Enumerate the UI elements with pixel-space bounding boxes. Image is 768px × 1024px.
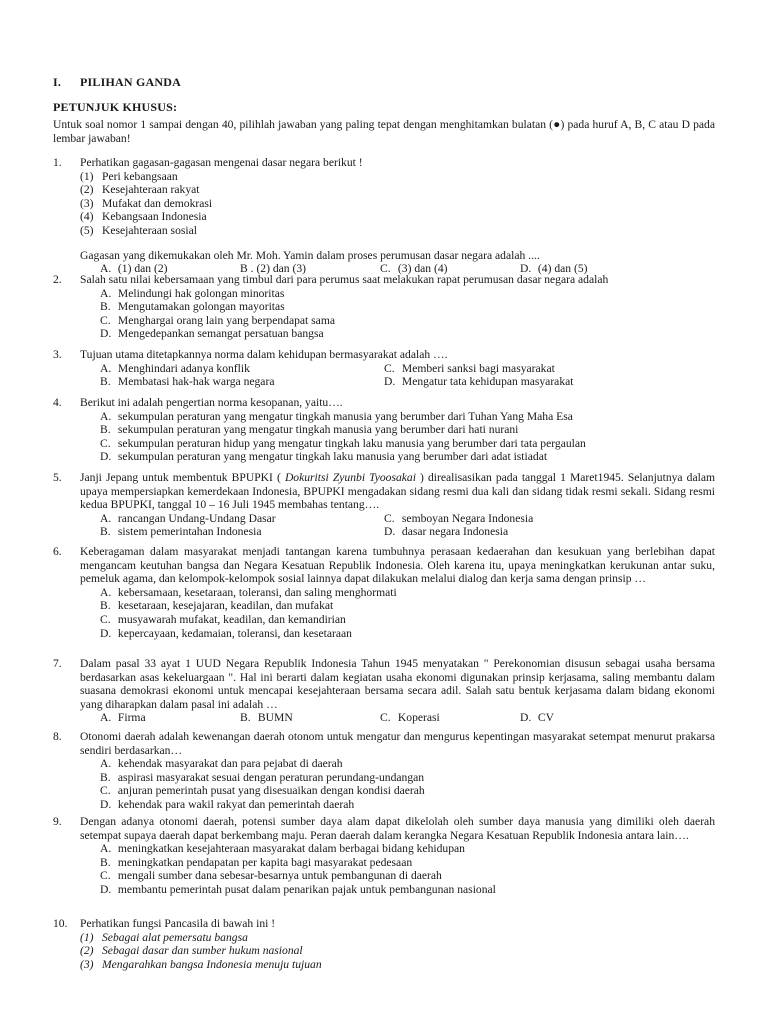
question-stem: Dengan adanya otonomi daerah, potensi sumber daya alam dapat dikelolah oleh sumber daya manusia yang dimiliki oleh daerah setempat supaya daerah dapat berkembang maju. Peran daerah dalam kerangka Negara Kesatuan Republik Indonesia antara lain…. <box>80 815 715 842</box>
option-c: C. Menghargai orang lain yang berpendapat sama <box>100 313 335 327</box>
option-a: A. rancangan Undang-Undang Dasar <box>100 511 276 525</box>
option-b: B. kesetaraan, kesejajaran, keadilan, dan mufakat <box>100 599 334 613</box>
question-2 <box>53 273 715 341</box>
statement-item: (1) Sebagai alat pemersatu bangsa <box>80 930 248 944</box>
question-number: 8. <box>53 730 62 743</box>
option-b: B. Mengutamakan golongan mayoritas <box>100 300 285 314</box>
question-number: 4. <box>53 396 62 409</box>
option-a: A. (1) dan (2) <box>100 262 168 276</box>
statement-item: (2) Sebagai dasar dan sumber hukum nasional <box>80 944 303 958</box>
option-d: D. Mengedepankan semangat persatuan bangsa <box>100 327 324 341</box>
option-d: D. CV <box>520 711 555 725</box>
question-number: 6. <box>53 545 62 558</box>
option-c: C. Koperasi <box>380 711 440 725</box>
question-number: 5. <box>53 471 62 484</box>
question-8 <box>53 730 715 812</box>
question-7 <box>53 657 715 725</box>
option-a: A. kehendak masyarakat dan para pejabat di daerah <box>100 757 343 771</box>
option-a: A. kebersamaan, kesetaraan, toleransi, dan saling menghormati <box>100 585 397 599</box>
option-a: A. meningkatkan kesejahteraan masyarakat dalam berbagai bidang kehidupan <box>100 842 465 856</box>
option-c: C. semboyan Negara Indonesia <box>384 511 534 525</box>
question-10 <box>53 917 715 971</box>
option-a: A. Firma <box>100 711 146 725</box>
option-d: D. kehendak para wakil rakyat dan pemerintah daerah <box>100 797 355 811</box>
option-b: B. BUMN <box>240 711 293 725</box>
answer-options <box>100 362 715 389</box>
question-number: 10. <box>53 917 68 930</box>
instruction-title: PETUNJUK KHUSUS: <box>53 100 178 114</box>
option-c: C. musyawarah mufakat, keadilan, dan kemandirian <box>100 612 346 626</box>
question-stem: Dalam pasal 33 ayat 1 UUD Negara Republik Indonesia Tahun 1945 menyatakan " Perekonomian disusun sebagai usaha bersama berdasarkan asas kekeluargaan ". Hal ini berarti dalam kegiatan usaha ekonomi digunakan prinsip kerjasama, saling membantu dalam suasana demokrasi ekonomi untuk mencapai kesejahteraan bersama secara adil. Salah satu bentuk kerjasama dalam bidang ekonomi yang diharapkan dalam pasal ini adalah … <box>80 657 715 711</box>
option-b: B. sekumpulan peraturan yang mengatur tingkah manusia yang berumber dari hati nurani <box>100 423 519 437</box>
statement-item: (2) Kesejahteraan rakyat <box>80 183 200 197</box>
answer-options <box>100 757 715 811</box>
option-a: A. Menghindari adanya konflik <box>100 361 250 375</box>
option-d: D. sekumpulan peraturan yang mengatur tingkah laku manusia yang berumber dari adat istiadat <box>100 450 548 464</box>
option-a: A. sekumpulan peraturan yang mengatur tingkah manusia yang berumber dari Tuhan Yang Maha Esa <box>100 409 573 423</box>
question-stem: Berikut ini adalah pengertian norma kesopanan, yaitu…. <box>80 396 343 409</box>
option-d: D. kepercayaan, kedamaian, toleransi, dan kesetaraan <box>100 626 352 640</box>
instruction-text: Untuk soal nomor 1 sampai dengan 40, pilihlah jawaban yang paling tepat dengan menghitamkan bulatan (●) pada huruf A, B, C atau D pada lembar jawaban! <box>53 118 715 145</box>
question-4 <box>53 396 715 464</box>
section-title: PILIHAN GANDA <box>80 75 181 89</box>
question-stem: Janji Jepang untuk membentuk BPUPKI ( Dokuritsi Zyunbi Tyoosakai ) direalisasikan pada tanggal 1 Maret1945. Selanjutnya dalam upaya mempersiapkan kemerdekaan Indonesia, BPUPKI mengadakan sidang resmi dua kali dan sidang tidak resmi sekali. Sidang resmi kedua BPUPKI, tanggal 10 – 16 Juli 1945 membahas tentang…. <box>80 471 715 512</box>
option-b: B . (2) dan (3) <box>240 262 307 276</box>
statement-item: (4) Kebangsaan Indonesia <box>80 210 207 224</box>
question-1 <box>53 156 715 276</box>
option-c: C. mengali sumber dana sebesar-besarnya untuk pembangunan di daerah <box>100 869 442 883</box>
answer-options <box>100 287 715 341</box>
answer-options <box>100 586 715 640</box>
question-number: 9. <box>53 815 62 828</box>
question-stem-followup: Gagasan yang dikemukakan oleh Mr. Moh. Yamin dalam proses perumusan dasar negara adalah .... <box>80 248 540 262</box>
statement-item: (3) Mengarahkan bangsa Indonesia menuju tujuan <box>80 957 322 971</box>
question-stem: Perhatikan gagasan-gagasan mengenai dasar negara berikut ! <box>80 156 363 169</box>
question-6 <box>53 545 715 640</box>
option-b: B. aspirasi masyarakat sesuai dengan peraturan perundang-undangan <box>100 770 425 784</box>
question-stem: Otonomi daerah adalah kewenangan daerah otonom untuk mengatur dan mengurus kepentingan masyarakat setempat menurut prakarsa sendiri berdasarkan… <box>80 730 715 757</box>
answer-options <box>100 711 715 725</box>
option-c: C. anjuran pemerintah pusat yang disesuaikan dengan kondisi daerah <box>100 784 425 798</box>
statement-item: (1) Peri kebangsaan <box>80 169 178 183</box>
option-c: C. sekumpulan peraturan hidup yang mengatur tingkah laku manusia yang berumber dari tata pergaulan <box>100 436 586 450</box>
statement-item: (5) Kesejahteraan sosial <box>80 223 197 237</box>
option-c: C. (3) dan (4) <box>380 262 448 276</box>
question-number: 1. <box>53 156 62 169</box>
question-number: 3. <box>53 348 62 361</box>
question-number: 7. <box>53 657 62 670</box>
question-5 <box>53 471 715 539</box>
option-b: B. Membatasi hak-hak warga negara <box>100 375 275 389</box>
option-b: B. sistem pemerintahan Indonesia <box>100 525 262 539</box>
option-d: D. dasar negara Indonesia <box>384 525 509 539</box>
section-number: I. <box>53 75 62 89</box>
answer-options <box>100 512 715 539</box>
section-heading <box>53 76 181 90</box>
question-9 <box>53 815 715 897</box>
question-stem: Tujuan utama ditetapkannya norma dalam kehidupan bermasyarakat adalah …. <box>80 348 448 361</box>
option-d: D. Mengatur tata kehidupan masyarakat <box>384 375 574 389</box>
italic-term: Dokuritsi Zyunbi Tyoosakai <box>284 471 416 484</box>
option-a: A. Melindungi hak golongan minoritas <box>100 286 285 300</box>
question-stem: Salah satu nilai kebersamaan yang timbul dari para perumus saat melakukan rapat perumusan dasar negara adalah <box>80 273 609 286</box>
question-number: 2. <box>53 273 62 286</box>
statement-item: (3) Mufakat dan demokrasi <box>80 196 213 210</box>
option-b: B. meningkatkan pendapatan per kapita bagi masyarakat pedesaan <box>100 855 413 869</box>
answer-options <box>100 842 715 896</box>
option-c: C. Memberi sanksi bagi masyarakat <box>384 361 555 375</box>
question-3 <box>53 348 715 389</box>
option-d: D. membantu pemerintah pusat dalam penarikan pajak untuk pembangunan nasional <box>100 882 496 896</box>
answer-options <box>100 410 715 464</box>
question-stem: Keberagaman dalam masyarakat menjadi tantangan karena tumbuhnya perasaan kedaerahan dan kesukuan yang berlebihan dapat mengancam keutuhan bangsa dan Negara Kesatuan Republik Indonesia. Oleh karena itu, upaya meningkatkan kerukunan antar suku, pemeluk agama, dan kelompok-kelompok sosial lainnya dapat dilakukan melalui dialog dan kerja sama dengan prinsip … <box>80 545 715 586</box>
question-stem: Perhatikan fungsi Pancasila di bawah ini ! <box>80 917 276 930</box>
option-d: D. (4) dan (5) <box>520 262 588 276</box>
